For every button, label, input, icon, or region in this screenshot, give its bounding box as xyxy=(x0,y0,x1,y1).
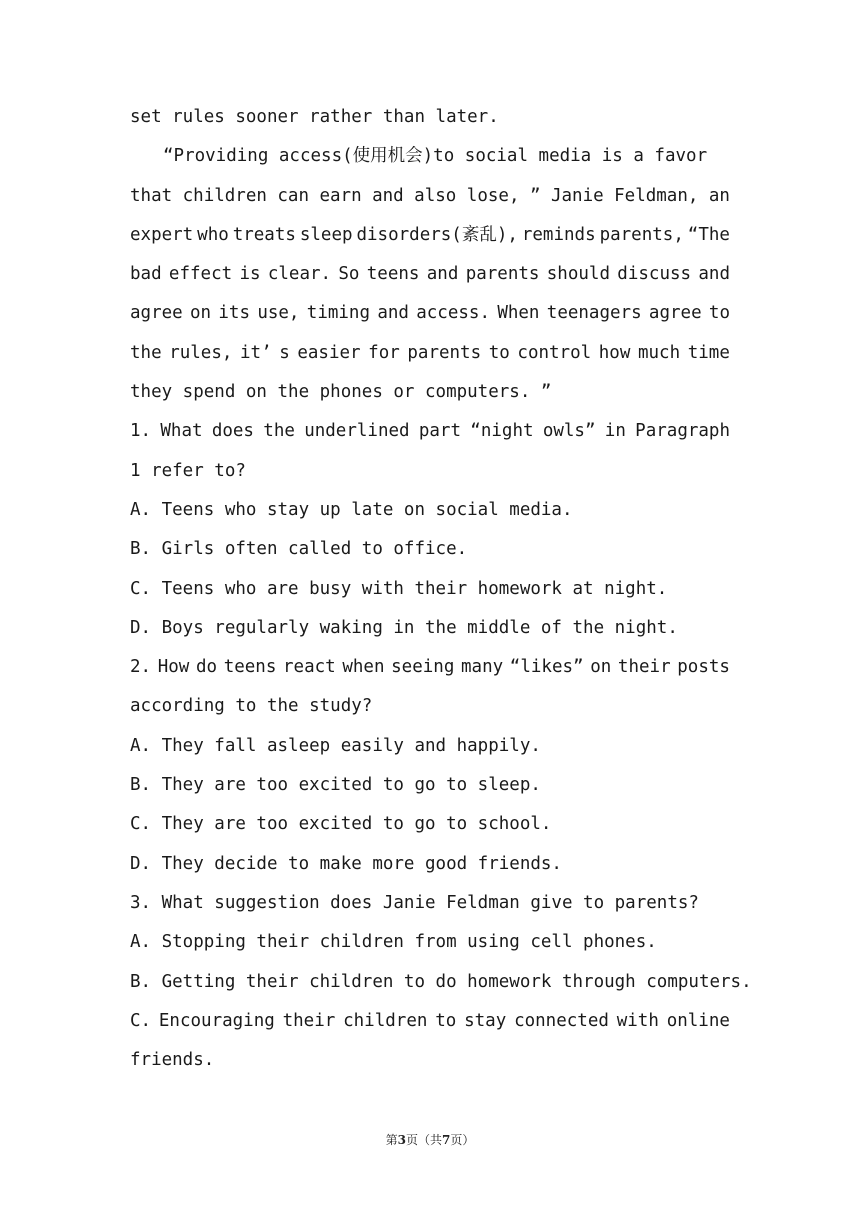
word: many xyxy=(461,657,504,678)
word: 2. xyxy=(130,657,152,678)
word: “night xyxy=(470,421,534,442)
word: underlined xyxy=(304,421,410,442)
word: Janie xyxy=(550,185,604,206)
word: do xyxy=(195,657,218,678)
word: easier xyxy=(297,342,361,363)
word: seeing xyxy=(391,657,455,678)
word: time xyxy=(687,342,730,363)
question-stem xyxy=(130,412,730,451)
answer-option: D. Boys regularly waking in the middle of the night. xyxy=(130,617,678,638)
footer-prefix: 第 xyxy=(385,1133,398,1147)
word: when xyxy=(342,657,385,678)
passage-line: set rules sooner rather than later. xyxy=(130,107,499,127)
word: in xyxy=(604,421,626,442)
question-stem: 3. What suggestion does Janie Feldman give to parents? xyxy=(130,892,699,913)
word: should xyxy=(546,264,610,285)
word: What xyxy=(160,421,203,442)
word: control xyxy=(517,342,592,363)
answer-option: C. Teens who are busy with their homework at night. xyxy=(130,578,668,599)
document-body xyxy=(130,98,752,1080)
word: earn xyxy=(319,185,362,206)
word: and xyxy=(698,264,730,285)
word: parents, xyxy=(599,224,684,245)
word: their xyxy=(617,657,671,678)
word: much xyxy=(637,342,681,363)
word: teenagers xyxy=(546,303,642,324)
word: “likes” xyxy=(509,657,584,678)
word: can xyxy=(277,185,309,206)
word: on xyxy=(190,303,212,324)
passage-line xyxy=(130,216,730,255)
word: teens xyxy=(223,657,277,678)
page-number: 3 xyxy=(397,1133,406,1147)
page-total: 7 xyxy=(442,1133,451,1147)
word: to xyxy=(488,342,510,363)
word: reminds xyxy=(521,224,596,245)
question-stem xyxy=(130,648,730,687)
word: discuss xyxy=(617,264,692,285)
word: posts xyxy=(677,657,730,678)
word: agree xyxy=(648,303,702,324)
word: access. xyxy=(416,303,490,324)
word: 1. xyxy=(130,421,152,442)
word: and xyxy=(377,303,409,324)
passage-line xyxy=(130,177,730,216)
word: also xyxy=(414,185,457,206)
word: effect xyxy=(168,264,233,285)
word: clear. xyxy=(267,264,332,285)
word: is xyxy=(239,264,261,285)
answer-option: A. Stopping their children from using cell phones. xyxy=(130,932,657,953)
answer-option: B. Girls often called to office. xyxy=(130,539,468,560)
word: owls” xyxy=(542,421,596,442)
word: ” xyxy=(529,185,541,206)
answer-option: friends. xyxy=(130,1050,215,1071)
word: disorders(紊乱), xyxy=(356,224,518,245)
answer-option: A. Teens who stay up late on social media. xyxy=(130,499,573,520)
passage-line: they spend on the phones or computers. ” xyxy=(130,382,552,403)
word: expert xyxy=(130,224,194,245)
word: for xyxy=(368,342,400,363)
answer-option xyxy=(130,1002,730,1041)
word: on xyxy=(590,657,612,678)
word: and xyxy=(372,185,404,206)
answer-option: C. They are too excited to go to school. xyxy=(130,814,552,835)
word: children xyxy=(343,1010,428,1031)
answer-option: B. Getting their children to do homework through computers. xyxy=(130,971,752,992)
word: the xyxy=(130,342,162,363)
word: treats xyxy=(232,224,296,245)
answer-option: D. They decide to make more good friends. xyxy=(130,853,562,874)
page-footer xyxy=(0,1131,860,1148)
footer-suffix: 页） xyxy=(450,1133,475,1147)
word: an xyxy=(708,185,730,206)
word: rules, xyxy=(169,342,233,363)
word: use, xyxy=(257,303,300,324)
word: When xyxy=(497,303,540,324)
word: part xyxy=(418,421,461,442)
word: children xyxy=(182,185,267,206)
word: timing xyxy=(306,303,370,324)
passage-line: “Providing access(使用机会)to social media is a favor xyxy=(163,146,708,167)
footer-middle: 页（共 xyxy=(405,1133,442,1147)
word: bad xyxy=(130,264,162,285)
word: how xyxy=(598,342,631,363)
word: it’ xyxy=(240,342,272,363)
answer-option: A. They fall asleep easily and happily. xyxy=(130,735,541,756)
passage-line xyxy=(130,334,730,373)
word: sleep xyxy=(299,224,353,245)
question-stem: 1 refer to? xyxy=(130,460,246,481)
word: the xyxy=(263,421,295,442)
word: s xyxy=(279,342,290,363)
word: teens xyxy=(366,264,420,285)
question-stem: according to the study? xyxy=(130,696,373,717)
word: does xyxy=(211,421,254,442)
word: connected xyxy=(514,1010,609,1031)
word: who xyxy=(197,224,229,245)
word: and xyxy=(426,264,459,285)
passage-line xyxy=(130,294,730,333)
word: parents xyxy=(465,264,540,285)
word: parents xyxy=(407,342,482,363)
word: to xyxy=(708,303,730,324)
word: react xyxy=(283,657,336,678)
word: C. xyxy=(130,1010,152,1031)
answer-option: B. They are too excited to go to sleep. xyxy=(130,775,541,796)
word: How xyxy=(157,657,190,678)
word: stay xyxy=(464,1010,507,1031)
word: their xyxy=(282,1010,336,1031)
word: that xyxy=(130,185,173,206)
word: Feldman, xyxy=(614,185,699,206)
word: with xyxy=(616,1010,659,1031)
word: agree xyxy=(130,303,183,324)
word: So xyxy=(338,264,360,285)
word: its xyxy=(218,303,250,324)
passage-line xyxy=(130,255,730,294)
word: Paragraph xyxy=(635,421,730,442)
word: lose, xyxy=(466,185,520,206)
word: to xyxy=(435,1010,457,1031)
word: online xyxy=(666,1010,730,1031)
word: Encouraging xyxy=(158,1010,275,1031)
word: “The xyxy=(687,224,730,245)
